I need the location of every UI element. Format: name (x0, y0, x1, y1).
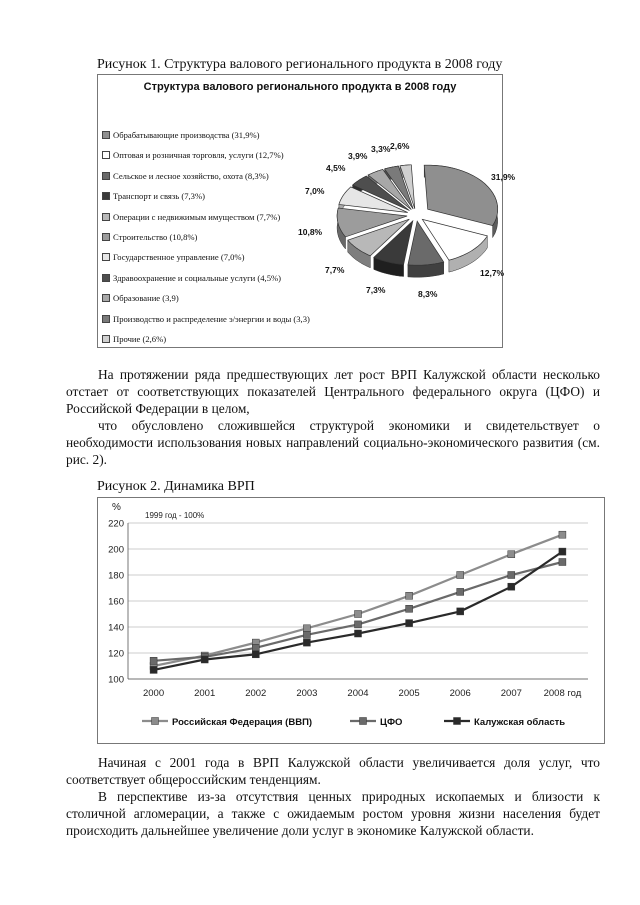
y-tick-label: 140 (108, 622, 124, 634)
legend-label: Обрабатывающие производства (31,9%) (113, 130, 260, 140)
series-point (406, 620, 413, 627)
legend-marker (152, 718, 159, 725)
series-point (252, 644, 259, 651)
paragraph-1: На протяжении ряда предшествующих лет рост ВРП Калужской области несколько отстает от соответствующих показателей Центрального федерального округа (ЦФО) и Российской Федерации в целом, (66, 367, 600, 416)
legend-label: Государственное управление (7,0%) (113, 252, 245, 263)
x-tick-label: 2003 (296, 688, 318, 699)
series-point (508, 551, 515, 558)
y-tick-label: 120 (108, 648, 124, 660)
legend-label: Операции с недвижимым имуществом (7,7%) (113, 211, 281, 222)
legend-label: Оптовая и розничная торговля, услуги (12,7%) (113, 150, 284, 161)
x-tick-label: 2001 (194, 688, 216, 699)
pie-data-label: 7,3% (366, 285, 386, 295)
x-tick-label: 2007 (500, 688, 522, 699)
series-point (559, 531, 566, 538)
line-chart-figure (97, 497, 605, 744)
y-tick-label: 100 (108, 674, 124, 686)
pie-data-label: 3,9% (348, 151, 368, 161)
legend-label: Калужская область (474, 717, 566, 728)
series-point (303, 625, 310, 632)
series-point (457, 588, 464, 595)
pie-data-label: 4,5% (326, 163, 346, 173)
series-point (559, 559, 566, 566)
pie-data-label: 31,9% (491, 172, 516, 182)
legend-label: Строительство (10,8%) (113, 231, 198, 242)
series-point (457, 572, 464, 579)
chart-annotation: 1999 год - 100% (145, 511, 205, 520)
legend-label: Прочие (2,6%) (113, 333, 167, 344)
figure1-caption: Рисунок 1. Структура валового регионального продукта в 2008 году (97, 57, 503, 72)
y-tick-label: 200 (108, 544, 124, 556)
series-point (559, 548, 566, 555)
x-tick-label: 2000 (142, 688, 165, 699)
paragraph-4: В перспективе из-за отсутствия ценных природных ископаемых и близости к столичной агломерации, а также с ожидаемым ростом уровня жизни населения будет происходить дальнейшее увеличение доли услуг в экономике Калужской области. (66, 789, 600, 838)
paragraph-2: что обусловлено сложившейся структурой экономики и свидетельствует о необходимости использования новых направлений социально-экономического развития (см. рис. 2). (66, 418, 600, 467)
pie-data-label: 7,7% (325, 265, 345, 275)
legend-label: ЦФО (380, 717, 403, 728)
series-point (150, 666, 157, 673)
legend-label: Производство и распределение э/энергии и воды (3,3) (113, 313, 310, 324)
pie-slice (424, 165, 498, 225)
legend-label: Здравоохранение и социальные услуги (4,5%) (113, 272, 282, 283)
legend-label: Образование (3,9) (113, 293, 179, 304)
figure2-caption: Рисунок 2. Динамика ВРП (97, 479, 255, 494)
pie-chart-figure (97, 74, 516, 348)
legend-label: Сельское и лесное хозяйство, охота (8,3%) (113, 170, 269, 181)
series-point (508, 583, 515, 590)
series-line (154, 535, 563, 666)
y-tick-label: 180 (108, 570, 124, 582)
pie-data-label: 8,3% (418, 289, 438, 299)
x-tick-label: 2005 (398, 688, 420, 699)
series-point (303, 631, 310, 638)
pie-data-label: 2,6% (390, 141, 410, 151)
pie-data-label: 12,7% (480, 268, 505, 278)
legend-label: Российская Федерация (ВВП) (172, 717, 313, 728)
series-point (406, 592, 413, 599)
y-tick-label: 160 (108, 596, 124, 608)
x-tick-label: 2004 (347, 688, 369, 699)
x-tick-label: 2006 (449, 688, 471, 699)
series-point (457, 608, 464, 615)
x-tick-label: 2008 год (543, 688, 582, 699)
series-point (150, 657, 157, 664)
series-point (406, 605, 413, 612)
series-point (252, 651, 259, 658)
series-point (303, 639, 310, 646)
paragraph-3: Начиная с 2001 года в ВРП Калужской области увеличивается доля услуг, что соответствует общероссийским тенденциям. (66, 755, 600, 787)
pie-chart-title: Структура валового регионального продукта в 2008 году (143, 81, 457, 93)
x-tick-label: 2002 (245, 688, 267, 699)
pie-data-label: 3,3% (371, 144, 391, 154)
y-tick-label: 220 (108, 518, 124, 530)
series-point (355, 621, 362, 628)
series-point (201, 656, 208, 663)
series-point (355, 630, 362, 637)
legend-label: Транспорт и связь (7,3%) (113, 191, 205, 202)
y-axis-label: % (112, 502, 121, 513)
legend-marker (360, 718, 367, 725)
pie-data-label: 10,8% (298, 227, 323, 237)
series-point (508, 572, 515, 579)
legend-marker (454, 718, 461, 725)
series-point (355, 611, 362, 618)
line-chart-svg (98, 498, 604, 743)
pie-data-label: 7,0% (305, 186, 325, 196)
